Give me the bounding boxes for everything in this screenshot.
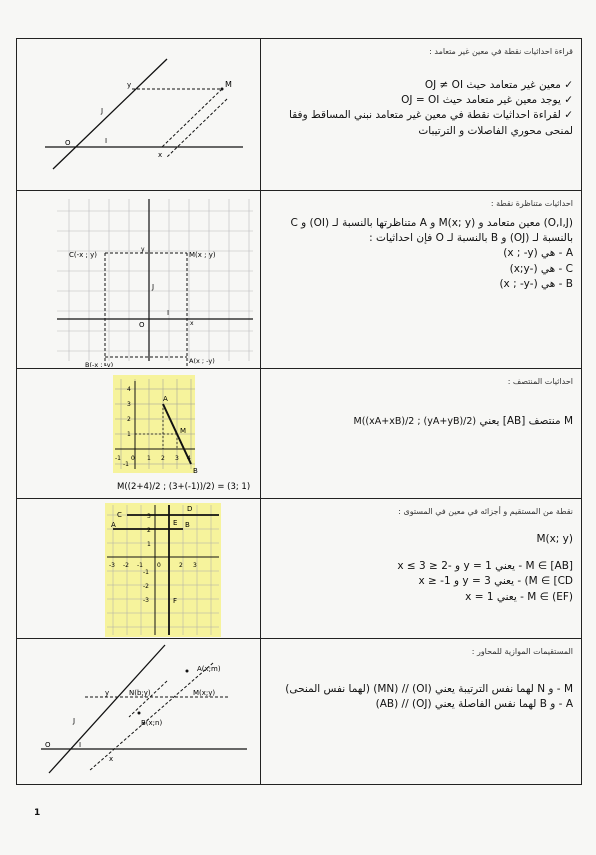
- section1-line-1: ✓ معين غير متعامد حيث OJ ≠ OI: [424, 79, 573, 91]
- label-x: x: [109, 755, 114, 763]
- tick-x-4: 2: [179, 562, 183, 569]
- label-E: E: [173, 519, 178, 527]
- label-J: J: [73, 717, 76, 725]
- label-x: x: [190, 320, 194, 327]
- lines-grid-diagram: [17, 499, 259, 637]
- midpoint-diagram: [17, 369, 259, 497]
- section4-line-1: M ∈ [AB] - يعني y = 1 و -2 ≤ x ≤ 3: [397, 560, 573, 573]
- tick-y-4: -2: [143, 583, 149, 590]
- tick-x-0: -1: [115, 455, 121, 462]
- section5-title: المستقيمات الموازية للمحاور :: [471, 647, 573, 656]
- label-O: O: [139, 321, 145, 329]
- tick-x-2: 1: [147, 455, 151, 462]
- label-M: M: [180, 427, 187, 435]
- tick-x-3: 0: [157, 562, 161, 569]
- section3-definition: [267, 414, 573, 429]
- label-O: O: [65, 139, 71, 147]
- label-A: A: [163, 395, 168, 403]
- section-line-membership: [17, 499, 581, 639]
- section4-point: M(x; y): [536, 533, 573, 545]
- figure-oblique: [17, 39, 261, 190]
- figure-parallel: [17, 639, 261, 784]
- section3-formula: M((xA+xB)/2 ; (yA+yB)/2): [353, 416, 477, 427]
- label-I: I: [105, 137, 108, 145]
- section4-line-3: M ∈ (EF) - يعني x = 1: [465, 590, 573, 603]
- tick-y-3: -1: [143, 569, 149, 576]
- section2-line-1: (O,I,J) معين متعامد و M(x; y) و A متناظرتها بالنسبة لـ (OI) و C: [290, 217, 573, 229]
- section2-line-3: A - هي (x ; -y): [503, 247, 573, 260]
- label-M: M(x;y): [193, 689, 216, 697]
- tick-x-4: 3: [175, 455, 179, 462]
- section2-line-5: B - هي (-x ; -y): [499, 277, 573, 290]
- section1-text: [261, 39, 581, 190]
- label-M: M(x ; y): [189, 251, 216, 259]
- section5-text: [261, 639, 581, 784]
- oblique-axes-diagram: [17, 39, 259, 189]
- label-I: I: [167, 309, 170, 317]
- midpoint-caption: M((2+4)/2 ; (3+(-1))/2) = (3; 1): [117, 482, 251, 492]
- tick-y-3: 1: [127, 431, 131, 438]
- page-mark: 1: [34, 808, 41, 818]
- label-y: y: [127, 81, 132, 89]
- label-A: A: [111, 521, 116, 529]
- section3-title: احداثيات المنتصف :: [507, 377, 573, 386]
- label-D: D: [187, 505, 193, 513]
- label-B: B(-x ; -y): [85, 361, 114, 367]
- section4-text: [261, 499, 581, 638]
- label-y: y: [141, 246, 145, 253]
- section3-text-label: M منتصف [AB] يعني: [479, 415, 573, 427]
- tick-y-1: 3: [127, 401, 131, 408]
- tick-x-2: -1: [137, 562, 143, 569]
- tick-x-5: 4: [187, 455, 191, 462]
- section1-line-2: ✓ يوجد معين غير متعامد حيث OJ = OI: [401, 94, 573, 107]
- tick-y-1: 2: [147, 527, 151, 534]
- tick-x-0: -3: [109, 562, 115, 569]
- label-y: y: [105, 689, 110, 697]
- tick-y-2: 1: [147, 541, 151, 548]
- tick-y-5: -3: [143, 597, 149, 604]
- figure-symmetry: [17, 191, 261, 368]
- label-C: C: [117, 511, 122, 519]
- tick-x-1: -2: [123, 562, 129, 569]
- section1-title: قراءة احداثيات نقطة في معين غير متعامد :: [429, 47, 573, 56]
- symmetry-grid-diagram: [17, 191, 259, 367]
- label-O: O: [45, 741, 51, 749]
- label-B: B: [193, 467, 198, 475]
- section-parallel-lines: [17, 639, 581, 784]
- section-midpoint: [17, 369, 581, 499]
- section2-title: احداثيات متناظرة نقطة :: [490, 199, 573, 208]
- section2-line-4: C - هي (-x;y): [509, 262, 573, 275]
- section1-line-4: لمنحى محوري الفاصلات و الترتيبات: [418, 124, 573, 137]
- label-I: I: [79, 741, 82, 749]
- section4-line-2: M ∈ [CD) - يعني y = 3 و x ≥ -1: [418, 575, 573, 588]
- label-B: B: [185, 521, 190, 529]
- label-N: N(b;y): [129, 689, 151, 697]
- label-J: J: [152, 283, 155, 291]
- content-table: [16, 38, 582, 785]
- section2-line-2: بالنسبة لـ (OJ) و B بالنسبة لـ O فإن احداثيات :: [369, 232, 573, 245]
- label-F: F: [173, 597, 178, 605]
- parallel-lines-diagram: [17, 639, 259, 782]
- section4-title: نقطة من المستقيم و أجزائه في معين في المستوى :: [398, 507, 573, 516]
- tick-y-0: 3: [147, 513, 151, 520]
- label-A: A(x ; -y): [189, 357, 215, 365]
- section-oblique-coordinates: [17, 39, 581, 191]
- figure-midpoint: [17, 369, 261, 498]
- tick-y-2: 2: [127, 416, 131, 423]
- label-M: M: [225, 80, 232, 89]
- label-B: B(x;n): [141, 719, 163, 727]
- figure-lines: [17, 499, 261, 638]
- section5-line-1: M - و N لهما نفس الترتيبة يعني (OI) // (MN) (لهما نفس المنحى): [285, 683, 573, 695]
- section-symmetric-points: [17, 191, 581, 369]
- section3-text: [261, 369, 581, 498]
- label-J: J: [101, 107, 104, 115]
- label-x: x: [158, 151, 163, 159]
- label-C: C(-x ; y): [69, 251, 97, 259]
- tick-x-3: 2: [161, 455, 165, 462]
- section1-line-3: ✓ لقراءة احداثيات نقطة في معين غير متعامد نبني المساقط وفقا: [289, 109, 573, 122]
- tick-y-4: -1: [123, 461, 129, 468]
- label-A: A(x;m): [197, 665, 221, 673]
- tick-y-0: 4: [127, 386, 131, 393]
- tick-x-5: 3: [193, 562, 197, 569]
- section5-line-2: A - و B لهما نفس الفاصلة يعني (OJ) // (AB): [375, 698, 573, 711]
- section2-text: [261, 191, 581, 368]
- tick-x-1: 0: [131, 455, 135, 462]
